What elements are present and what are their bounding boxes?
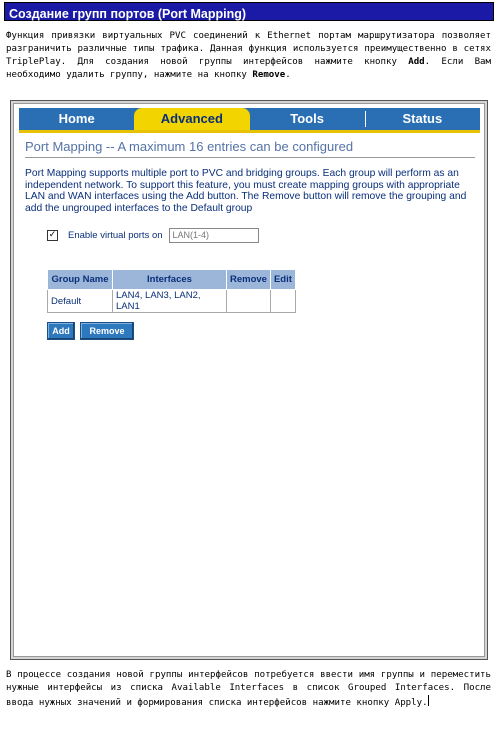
cell-interfaces: LAN4, LAN3, LAN2, LAN1 [113, 290, 227, 313]
intro-paragraph [6, 30, 491, 82]
col-remove: Remove [227, 270, 271, 290]
cell-remove[interactable] [227, 290, 271, 313]
virtual-ports-field[interactable]: LAN(1-4) [169, 228, 259, 243]
remove-button[interactable]: Remove [80, 322, 134, 340]
router-screenshot [10, 100, 488, 660]
section-heading: Создание групп портов (Port Mapping) [9, 7, 247, 21]
tab-status[interactable]: Status [365, 108, 480, 130]
page-title: Port Mapping -- A maximum 16 entries can be configured [25, 139, 354, 154]
title-divider [25, 157, 475, 158]
col-edit: Edit [270, 270, 295, 290]
text-cursor [428, 695, 429, 706]
section-heading-bar [4, 2, 494, 21]
enable-virtual-ports-checkbox[interactable]: ✓ [48, 230, 57, 240]
intro-text-3: . [285, 70, 291, 80]
intro-text-1: Функция привязки виртуальных PVC соединений к Ethernet портам маршрутизатора позволяет разграничить различные типы трафика. Данная функция используется преимущественно в сетях TriplePlay. Для создания новой группы интерфейсов нажмите кнопку [6, 31, 491, 67]
port-mapping-table [47, 269, 296, 313]
intro-text-2: . Если Вам необходимо удалить группу, нажмите на кнопку [6, 57, 491, 80]
enable-virtual-ports-label: Enable virtual ports on [68, 230, 163, 241]
page-description: Port Mapping supports multiple port to PVC and bridging groups. Each group will perform as an independent network. To support this feature, you must create mapping groups with appropriate LAN and WAN interfaces using the Add button. The Remove button will remove the grouping and add the ungrouped interfaces to the Default group [25, 168, 467, 214]
tab-advanced[interactable]: Advanced [134, 108, 249, 130]
cell-edit[interactable] [270, 290, 295, 313]
table-header-row [48, 270, 296, 290]
add-button[interactable]: Add [47, 322, 75, 340]
col-group-name: Group Name [48, 270, 113, 290]
nav-tabs [19, 108, 480, 133]
enable-virtual-ports-row [47, 228, 259, 243]
table-row [48, 290, 296, 313]
outro-text: В процессе создания новой группы интерфейсов потребуется ввести имя группы и переместить нужные интерфейсы из списка Available Interfaces в список Grouped Interfaces. После ввода нужных значений и формирования списка интерфейсов нажмите кнопку Apply. [6, 670, 491, 708]
intro-remove-word: Remove [252, 70, 286, 80]
cell-group-name: Default [48, 290, 113, 313]
intro-add-word: Add [408, 57, 425, 67]
col-interfaces: Interfaces [113, 270, 227, 290]
outro-paragraph [6, 669, 491, 710]
router-page [13, 103, 485, 657]
tab-tools[interactable]: Tools [290, 111, 324, 126]
tab-home[interactable]: Home [58, 111, 95, 126]
